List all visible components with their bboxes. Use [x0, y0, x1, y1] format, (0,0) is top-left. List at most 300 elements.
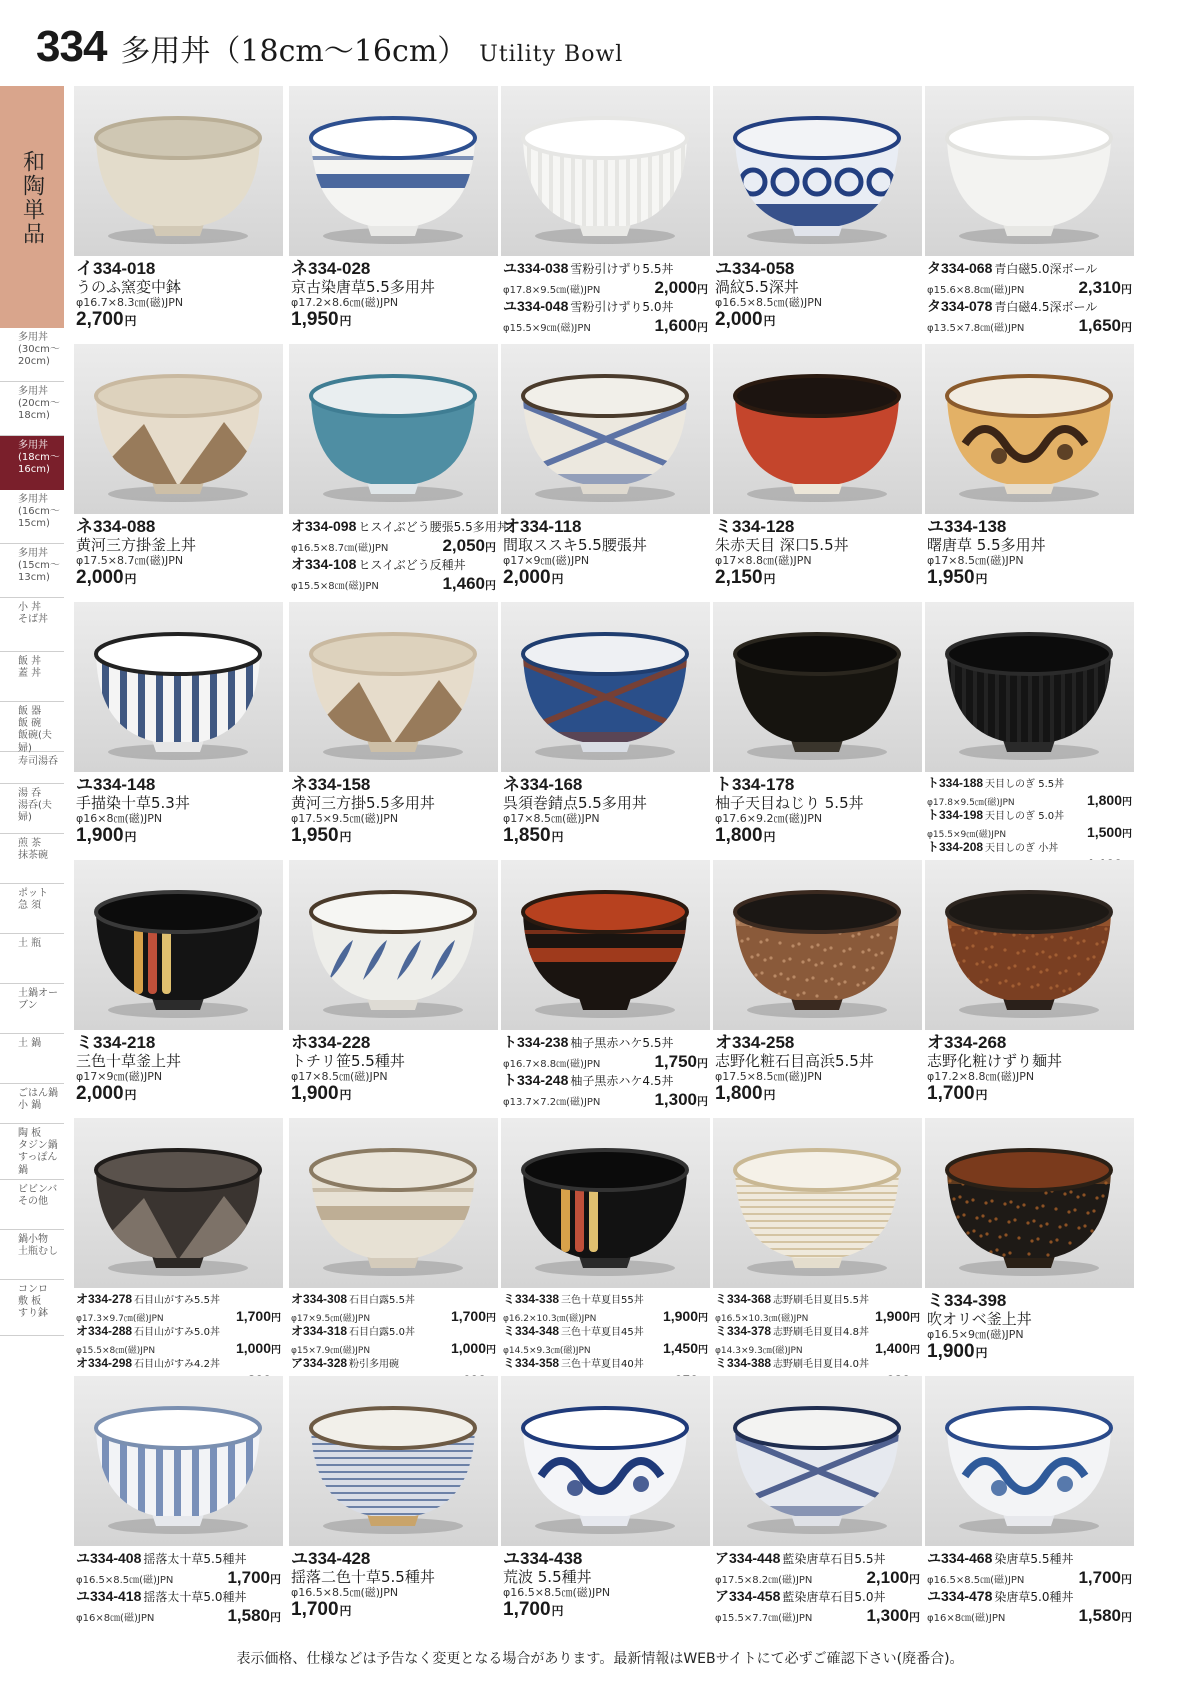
product-name: 染唐草5.5種丼: [994, 1552, 1074, 1566]
sidebar-item[interactable]: 小 丼 そば丼: [0, 598, 64, 652]
product-code: ミ334-128: [715, 517, 795, 536]
bowl-illustration: [501, 1118, 710, 1288]
product-code: ユ334-148: [76, 775, 156, 794]
product-spec: φ16×8㎝(磁)JPN: [76, 1613, 155, 1624]
product-info: [715, 518, 920, 590]
bowl-rim: [311, 118, 475, 158]
product-card[interactable]: [925, 602, 1134, 859]
product-price: [76, 1083, 281, 1106]
bowl-illustration: [713, 344, 922, 514]
product-price: [503, 1599, 708, 1622]
product-spec: φ17.5×8.5㎝(磁)JPN: [715, 1070, 823, 1083]
product-price: [503, 567, 708, 590]
price-value: 1,900: [662, 1308, 698, 1324]
product-info: [291, 1034, 496, 1106]
price-value: 1,950: [291, 309, 339, 330]
product-price: [663, 1340, 708, 1356]
product-price: [875, 1340, 920, 1356]
product-spec: φ17.5×9.5㎝(磁)JPN: [291, 812, 399, 825]
price-value: 1,700: [291, 1599, 339, 1620]
bowl-illustration: [289, 1118, 498, 1288]
bowl-illustration: [925, 602, 1134, 772]
product-code: ネ334-028: [291, 259, 371, 278]
price-value: 1,700: [235, 1308, 271, 1324]
bowl-illustration: [925, 1118, 1134, 1288]
product-card[interactable]: [289, 860, 498, 1117]
yen-unit: 円: [270, 1574, 281, 1586]
sidebar-item[interactable]: ポット 急 須: [0, 884, 64, 934]
yen-unit: 円: [763, 830, 776, 844]
sidebar-item[interactable]: 多用丼 (20cm〜 18cm): [0, 382, 64, 436]
product-photo: [289, 860, 498, 1030]
product-spec: φ16×8㎝(磁)JPN: [927, 1613, 1006, 1624]
product-card[interactable]: [713, 860, 922, 1117]
product-photo: [74, 602, 283, 772]
sidebar-item[interactable]: 陶 板 タジン鍋 すっぽん鍋: [0, 1124, 64, 1180]
yen-unit: 円: [763, 572, 776, 586]
product-price: [654, 1052, 708, 1072]
yen-unit: 円: [910, 1345, 920, 1356]
bowl-rim: [735, 1150, 899, 1190]
product-price: [1078, 316, 1132, 336]
product-price: [503, 825, 708, 848]
sidebar-item[interactable]: 鍋小物 土瓶むし: [0, 1230, 64, 1280]
sidebar-item[interactable]: 多用丼 (18cm〜 16cm): [0, 436, 64, 490]
variant-spec-row: [291, 574, 496, 594]
variant-header: [503, 1356, 708, 1372]
price-value: 1,400: [874, 1340, 910, 1356]
bowl-illustration: [289, 860, 498, 1030]
product-photo: [501, 1376, 710, 1546]
sidebar-main-category[interactable]: [0, 86, 64, 328]
product-name: 藍染唐草石目5.0丼: [782, 1590, 886, 1604]
bowl-illustration: [74, 1118, 283, 1288]
product-photo: [713, 1118, 922, 1288]
bowl-rim: [947, 634, 1111, 674]
sidebar-item[interactable]: 寿司湯呑: [0, 752, 64, 784]
yen-unit: 円: [909, 1612, 920, 1624]
yen-unit: 円: [271, 1345, 281, 1356]
bowl-rim: [96, 1408, 260, 1448]
product-code: オ334-318: [291, 1324, 348, 1338]
product-name: 天目しのぎ 5.0丼: [985, 811, 1065, 822]
product-spec: φ15.5×8㎝(磁)JPN: [76, 1346, 156, 1356]
product-code: ユ334-478: [927, 1588, 993, 1604]
product-name: 石目山がすみ5.5丼: [134, 1295, 220, 1306]
page-number: 334: [36, 22, 107, 71]
product-price: [76, 567, 281, 590]
product-info: [291, 776, 496, 848]
yen-unit: 円: [486, 1313, 496, 1324]
variant-spec-row: [503, 316, 708, 336]
product-photo: [925, 86, 1134, 256]
sidebar-item[interactable]: 多用丼 (30cm〜 20cm): [0, 328, 64, 382]
product-card[interactable]: [713, 344, 922, 601]
product-photo: [501, 344, 710, 514]
yen-unit: 円: [1121, 322, 1132, 334]
product-spec: φ15.5×9㎝(磁)JPN: [503, 323, 591, 334]
product-info: [76, 1292, 281, 1388]
product-code: ユ334-468: [927, 1550, 993, 1566]
product-card[interactable]: [925, 860, 1134, 1117]
price-value: 1,900: [874, 1308, 910, 1324]
sidebar-item[interactable]: 土鍋オーブン: [0, 984, 64, 1034]
variant-spec-row: [927, 316, 1132, 336]
product-spec: φ17.5×8.7㎝(磁)JPN: [76, 554, 184, 567]
product-spec: φ17.3×9.7㎝(磁)JPN: [76, 1314, 164, 1324]
yen-unit: 円: [485, 580, 496, 592]
price-value: 1,800: [1086, 792, 1122, 808]
variant-header: [503, 1324, 708, 1340]
price-value: 1,700: [450, 1308, 486, 1324]
bowl-illustration: [713, 602, 922, 772]
yen-unit: 円: [486, 1345, 496, 1356]
product-card[interactable]: [501, 602, 710, 859]
product-card[interactable]: [74, 344, 283, 601]
product-info: [715, 1292, 920, 1388]
price-value: 1,580: [1078, 1606, 1121, 1625]
bowl-rim: [947, 376, 1111, 416]
price-value: 1,950: [927, 567, 975, 588]
price-value: 2,310: [1078, 278, 1121, 297]
product-price: [654, 278, 708, 298]
product-card[interactable]: [713, 86, 922, 343]
product-code: タ334-078: [927, 298, 993, 314]
product-card[interactable]: [925, 344, 1134, 601]
product-spec: φ17×9㎝(磁)JPN: [503, 554, 590, 567]
product-price: [291, 825, 496, 848]
product-info: [76, 1034, 281, 1106]
product-spec: φ17×8.5㎝(磁)JPN: [503, 812, 600, 825]
product-name: 揺落二色十草5.5種丼: [291, 1568, 435, 1586]
product-name: 石目山がすみ5.0丼: [134, 1327, 220, 1338]
product-photo: [925, 344, 1134, 514]
sidebar-item-list: [0, 328, 64, 1336]
product-card[interactable]: [74, 602, 283, 859]
product-info: [927, 260, 1132, 336]
variant-header: [715, 1588, 920, 1606]
product-spec: φ13.7×7.2㎝(磁)JPN: [503, 1097, 601, 1108]
product-spec: φ15.5×8㎝(磁)JPN: [291, 581, 379, 592]
product-code: ユ334-058: [715, 259, 795, 278]
variant-spec-row: [715, 1340, 920, 1356]
yen-unit: 円: [339, 314, 352, 328]
product-spec: φ16.7×8.8㎝(磁)JPN: [503, 1059, 601, 1070]
product-photo: [74, 344, 283, 514]
variant-header: [291, 1292, 496, 1308]
product-price: [76, 825, 281, 848]
product-card[interactable]: [713, 1376, 922, 1633]
product-name: うのふ窯変中鉢: [76, 278, 182, 296]
product-info: [503, 518, 708, 590]
product-name: 黄河三方掛釜上丼: [76, 536, 197, 554]
product-name: 三色十草夏目40丼: [561, 1359, 644, 1370]
product-spec: φ16.5×8.5㎝(磁)JPN: [927, 1575, 1025, 1586]
variant-header: [76, 1550, 281, 1568]
product-code: ユ334-428: [291, 1549, 371, 1568]
product-price: [236, 1308, 281, 1324]
bowl-illustration: [713, 86, 922, 256]
product-info: [503, 1550, 708, 1622]
sidebar-item[interactable]: ごはん鍋 小 鍋: [0, 1084, 64, 1124]
product-name: 呉須巻錆点5.5多用丼: [503, 794, 647, 812]
product-name: 青白磁5.0深ボール: [994, 262, 1098, 276]
product-name: 天目しのぎ 小丼: [985, 843, 1059, 854]
variant-spec-row: [927, 1606, 1132, 1626]
variant-header: [76, 1292, 281, 1308]
sidebar-item[interactable]: 煎 茶 抹茶碗: [0, 834, 64, 884]
product-photo: [74, 860, 283, 1030]
bowl-illustration: [289, 1376, 498, 1546]
variant-spec-row: [927, 278, 1132, 298]
product-spec: φ17.8×9.5㎝(磁)JPN: [927, 798, 1015, 808]
sidebar-item[interactable]: 土 鍋: [0, 1034, 64, 1084]
product-price: [1078, 1568, 1132, 1588]
product-code: オ334-278: [76, 1292, 133, 1306]
yen-unit: 円: [763, 314, 776, 328]
product-name: 曙唐草 5.5多用丼: [927, 536, 1046, 554]
variant-header: [503, 1072, 708, 1090]
yen-unit: 円: [910, 1313, 920, 1324]
sidebar-item[interactable]: ビビンバ その他: [0, 1180, 64, 1230]
product-name: 藍染唐草石目5.5丼: [782, 1552, 886, 1566]
price-value: 1,460: [442, 574, 485, 593]
price-value: 1,900: [76, 825, 124, 846]
bowl-rim: [523, 376, 687, 416]
product-price: [654, 316, 708, 336]
product-code: ミ334-368: [715, 1292, 772, 1306]
price-value: 2,000: [715, 309, 763, 330]
product-code: ユ334-048: [503, 298, 569, 314]
variant-header: [927, 808, 1132, 824]
product-spec: φ16.5×8.5㎝(磁)JPN: [503, 1586, 611, 1599]
product-code: ア334-328: [291, 1356, 348, 1370]
product-code: イ334-018: [76, 259, 156, 278]
product-code: オ334-118: [503, 517, 582, 536]
bowl-rim: [735, 376, 899, 416]
product-code: オ334-108: [291, 556, 357, 572]
product-photo: [501, 860, 710, 1030]
product-code: ホ334-228: [291, 1033, 371, 1052]
product-spec: φ14.3×9.3㎝(磁)JPN: [715, 1346, 803, 1356]
product-card[interactable]: [925, 1118, 1134, 1375]
product-name: トチリ笹5.5種丼: [291, 1052, 405, 1070]
product-name: 間取ススキ5.5腰張丼: [503, 536, 647, 554]
product-name: 染唐草5.0種丼: [994, 1590, 1074, 1604]
product-code: オ334-268: [927, 1033, 1007, 1052]
price-value: 2,000: [76, 1083, 124, 1104]
product-price: [866, 1606, 920, 1626]
sidebar-item[interactable]: 多用丼 (16cm〜 15cm): [0, 490, 64, 544]
yen-unit: 円: [124, 1088, 137, 1102]
product-name: 志野刷毛目夏目4.0丼: [773, 1359, 869, 1370]
variant-header: [715, 1356, 920, 1372]
product-info: [715, 776, 920, 848]
product-spec: φ16×8㎝(磁)JPN: [76, 812, 163, 825]
product-card[interactable]: [501, 1376, 710, 1633]
bowl-illustration: [289, 86, 498, 256]
yen-unit: 円: [1121, 1574, 1132, 1586]
variant-header: [291, 556, 496, 574]
variant-spec-row: [927, 824, 1132, 840]
product-photo: [289, 1118, 498, 1288]
product-spec: φ17×9㎝(磁)JPN: [76, 1070, 163, 1083]
price-value: 2,000: [76, 567, 124, 588]
bowl-rim: [735, 118, 899, 158]
product-name: 石目山がすみ4.2丼: [134, 1359, 220, 1370]
product-spec: φ17.8×9.5㎝(磁)JPN: [503, 285, 601, 296]
variant-spec-row: [715, 1606, 920, 1626]
bowl-illustration: [501, 602, 710, 772]
bowl-rim: [96, 1150, 260, 1190]
sidebar-item[interactable]: 飯 丼 蓋 丼: [0, 652, 64, 702]
product-name: 三色十草夏目45丼: [561, 1327, 644, 1338]
product-card[interactable]: [713, 1118, 922, 1375]
bowl-rim: [947, 1150, 1111, 1190]
product-spec: φ14.5×9.3㎝(磁)JPN: [503, 1346, 591, 1356]
yen-unit: 円: [698, 1313, 708, 1324]
product-name: 手描染十草5.3丼: [76, 794, 190, 812]
bowl-illustration: [925, 86, 1134, 256]
price-value: 1,750: [654, 1052, 697, 1071]
variant-spec-row: [503, 1308, 708, 1324]
product-spec: φ15×7.9㎝(磁)JPN: [291, 1346, 371, 1356]
bowl-rim: [947, 118, 1111, 158]
price-value: 1,500: [1086, 824, 1122, 840]
product-info: [927, 518, 1132, 590]
variant-header: [715, 1550, 920, 1568]
bowl-illustration: [925, 344, 1134, 514]
product-price: [663, 1308, 708, 1324]
product-code: ト334-188: [927, 776, 984, 790]
product-card[interactable]: [501, 344, 710, 601]
variant-header: [291, 1356, 496, 1372]
product-card[interactable]: [74, 1376, 283, 1633]
price-value: 2,100: [866, 1568, 909, 1587]
product-code: ミ334-348: [503, 1324, 560, 1338]
bowl-rim: [311, 376, 475, 416]
product-name: 京古染唐草5.5多用丼: [291, 278, 435, 296]
product-spec: φ17×8.8㎝(磁)JPN: [715, 554, 812, 567]
sidebar-item[interactable]: 多用丼 (15cm〜 13cm): [0, 544, 64, 598]
product-spec: φ17.2×8.6㎝(磁)JPN: [291, 296, 399, 309]
variant-spec-row: [291, 1308, 496, 1324]
product-name: 柚子天目ねじり 5.5丼: [715, 794, 864, 812]
yen-unit: 円: [124, 314, 137, 328]
bowl-rim: [96, 376, 260, 416]
variant-header: [927, 776, 1132, 792]
variant-spec-row: [503, 278, 708, 298]
bowl-rim: [735, 1408, 899, 1448]
product-card[interactable]: [713, 602, 922, 859]
product-info: [503, 776, 708, 848]
bowl-rim: [523, 1150, 687, 1190]
product-info: [927, 1292, 1132, 1364]
product-info: [715, 1034, 920, 1106]
product-photo: [289, 86, 498, 256]
price-value: 1,900: [927, 1341, 975, 1362]
price-value: 2,000: [503, 567, 551, 588]
product-price: [715, 567, 920, 590]
product-card[interactable]: [289, 602, 498, 859]
bowl-rim: [96, 892, 260, 932]
product-code: ミ334-358: [503, 1356, 560, 1370]
product-card[interactable]: [501, 860, 710, 1117]
product-name: 渦紋5.5深丼: [715, 278, 799, 296]
product-code: タ334-068: [927, 260, 993, 276]
product-card[interactable]: [501, 86, 710, 343]
bowl-rim: [523, 1408, 687, 1448]
variant-header: [927, 840, 1132, 856]
product-photo: [713, 344, 922, 514]
bowl-illustration: [74, 602, 283, 772]
product-price: [291, 309, 496, 332]
product-name: 三色十草夏目55丼: [561, 1295, 644, 1306]
product-price: [1078, 278, 1132, 298]
product-card[interactable]: [925, 86, 1134, 343]
product-info: [503, 1292, 708, 1388]
bowl-illustration: [501, 86, 710, 256]
yen-unit: 円: [1122, 829, 1132, 840]
variant-header: [503, 298, 708, 316]
product-code: ネ334-088: [76, 517, 156, 536]
product-card[interactable]: [289, 1376, 498, 1633]
product-card[interactable]: [501, 1118, 710, 1375]
product-card[interactable]: [74, 1118, 283, 1375]
product-price: [927, 1341, 1132, 1364]
sidebar-item[interactable]: 飯 器 飯 碗 飯碗(夫婦): [0, 702, 64, 752]
product-photo: [713, 860, 922, 1030]
yen-unit: 円: [551, 1604, 564, 1618]
product-card[interactable]: [289, 344, 509, 601]
variant-header: [927, 260, 1132, 278]
product-card[interactable]: [289, 1118, 498, 1375]
yen-unit: 円: [975, 1088, 988, 1102]
price-value: 1,300: [866, 1606, 909, 1625]
sidebar-item[interactable]: 湯 呑 湯呑(夫婦): [0, 784, 64, 834]
yen-unit: 円: [697, 284, 708, 296]
variant-header: [927, 298, 1132, 316]
product-code: ト334-248: [503, 1072, 569, 1088]
product-card[interactable]: [289, 86, 498, 343]
sidebar-item[interactable]: 土 瓶: [0, 934, 64, 984]
product-code: ミ334-338: [503, 1292, 560, 1306]
variant-spec-row: [76, 1606, 281, 1626]
product-code: ユ334-138: [927, 517, 1007, 536]
product-spec: φ15.5×7.7㎝(磁)JPN: [715, 1613, 813, 1624]
product-grid: [74, 86, 1130, 1632]
product-info: [503, 1034, 708, 1110]
product-info: [76, 776, 281, 848]
bowl-illustration: [925, 860, 1134, 1030]
sidebar-item[interactable]: コンロ 敷 板 すり鉢: [0, 1280, 64, 1336]
product-photo: [74, 1376, 283, 1546]
product-card[interactable]: [74, 86, 283, 343]
yen-unit: 円: [697, 1058, 708, 1070]
page-header: [36, 22, 623, 78]
product-card[interactable]: [74, 860, 283, 1117]
product-photo: [74, 1118, 283, 1288]
price-value: 2,700: [76, 309, 124, 330]
product-info: [76, 260, 281, 332]
product-name: 揺落太十草5.0種丼: [143, 1590, 247, 1604]
product-code: オ334-288: [76, 1324, 133, 1338]
product-name: 黄河三方掛5.5多用丼: [291, 794, 435, 812]
product-card[interactable]: [925, 1376, 1134, 1633]
product-photo: [74, 86, 283, 256]
variant-spec-row: [76, 1340, 281, 1356]
product-info: [291, 518, 509, 594]
